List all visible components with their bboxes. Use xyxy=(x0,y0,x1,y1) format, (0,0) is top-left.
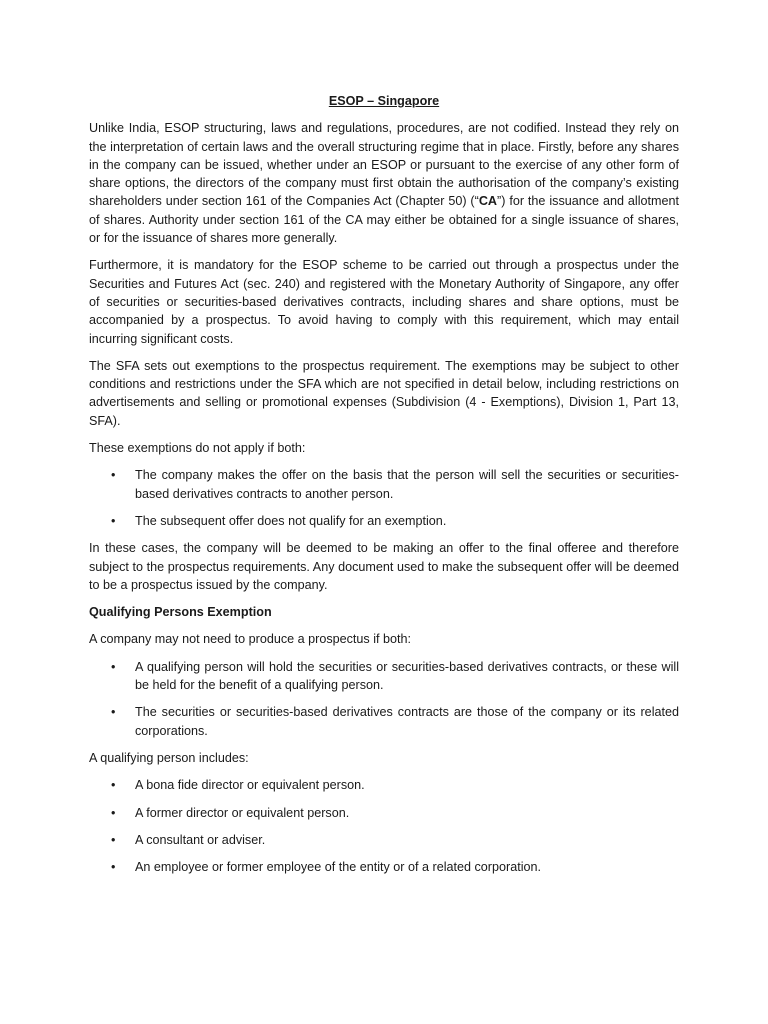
list-item: • A consultant or adviser. xyxy=(89,831,679,849)
bullet-list-conditions xyxy=(89,466,679,530)
paragraph-exemptions-not-apply: These exemptions do not apply if both: xyxy=(89,441,306,456)
list-item: • The securities or securities-based derivatives contracts are those of the company or its related corporations. xyxy=(89,703,679,740)
list-item: • A qualifying person will hold the securities or securities-based derivatives contracts, or these will be held for the benefit of a qualifying person. xyxy=(89,658,679,695)
paragraph-deemed-offer: In these cases, the company will be deemed to be making an offer to the final offeree and therefore subject to the prospectus requirements. Any document used to make the subsequent offer will be deemed to be a prospectus issued by the company. xyxy=(89,541,679,592)
list-item: • A bona fide director or equivalent person. xyxy=(89,776,679,794)
list-item: • A former director or equivalent person. xyxy=(89,804,679,822)
bullet-list-qualifying-persons xyxy=(89,776,679,876)
paragraph-intro-text: Unlike India, ESOP structuring, laws and regulations, procedures, are not codified. Instead they rely on the interpretation of certain laws and the overall structuring regime that in place. Firstly, before any shares in the company can be issued, whether under an ESOP or pursuant to the exercise of any other form of share options, the directors of the company must first obtain the authorisation of the company’s existing shareholders under section 161 of the Companies Act (Chapter 50) (“ xyxy=(89,121,679,209)
section-heading-qualifying-persons: Qualifying Persons Exemption xyxy=(89,605,272,620)
paragraph-prospectus-requirement: Furthermore, it is mandatory for the ESOP scheme to be carried out through a prospectus under the Securities and Futures Act (sec. 240) and registered with the Monetary Authority of Singapore, any offer of securities or securities-based derivatives contracts, including shares and share options, must be accompanied by a prospectus. To avoid having to comply with this requirement, which may entail incurring significant costs. xyxy=(89,258,679,346)
paragraph-qualifying-person-includes: A qualifying person includes: xyxy=(89,750,249,765)
bullet-list-qualifying-conditions xyxy=(89,658,679,740)
paragraph-intro xyxy=(89,119,679,247)
list-item: • An employee or former employee of the entity or of a related corporation. xyxy=(89,858,679,876)
list-item: • The company makes the offer on the basis that the person will sell the securities or securities-based derivatives contracts to another person. xyxy=(89,466,679,503)
list-item: • The subsequent offer does not qualify for an exemption. xyxy=(89,512,679,530)
document-title: ESOP – Singapore xyxy=(328,94,440,108)
paragraph-no-prospectus: A company may not need to produce a prospectus if both: xyxy=(89,632,412,647)
paragraph-intro-text-end: ”) for the issuance and allotment of shares. Authority under section 161 of the CA may either be obtained for a single issuance of shares, or for the issuance of shares more generally. xyxy=(89,194,679,246)
paragraph-sfa-exemptions: The SFA sets out exemptions to the prospectus requirement. The exemptions may be subject to other conditions and restrictions under the SFA which are not specified in detail below, including restrictions on advertisements and selling or promotional expenses (Subdivision (4 - Exemptions), Division 1, Part 13, SFA). xyxy=(89,358,679,428)
ca-abbreviation: CA xyxy=(478,194,498,209)
